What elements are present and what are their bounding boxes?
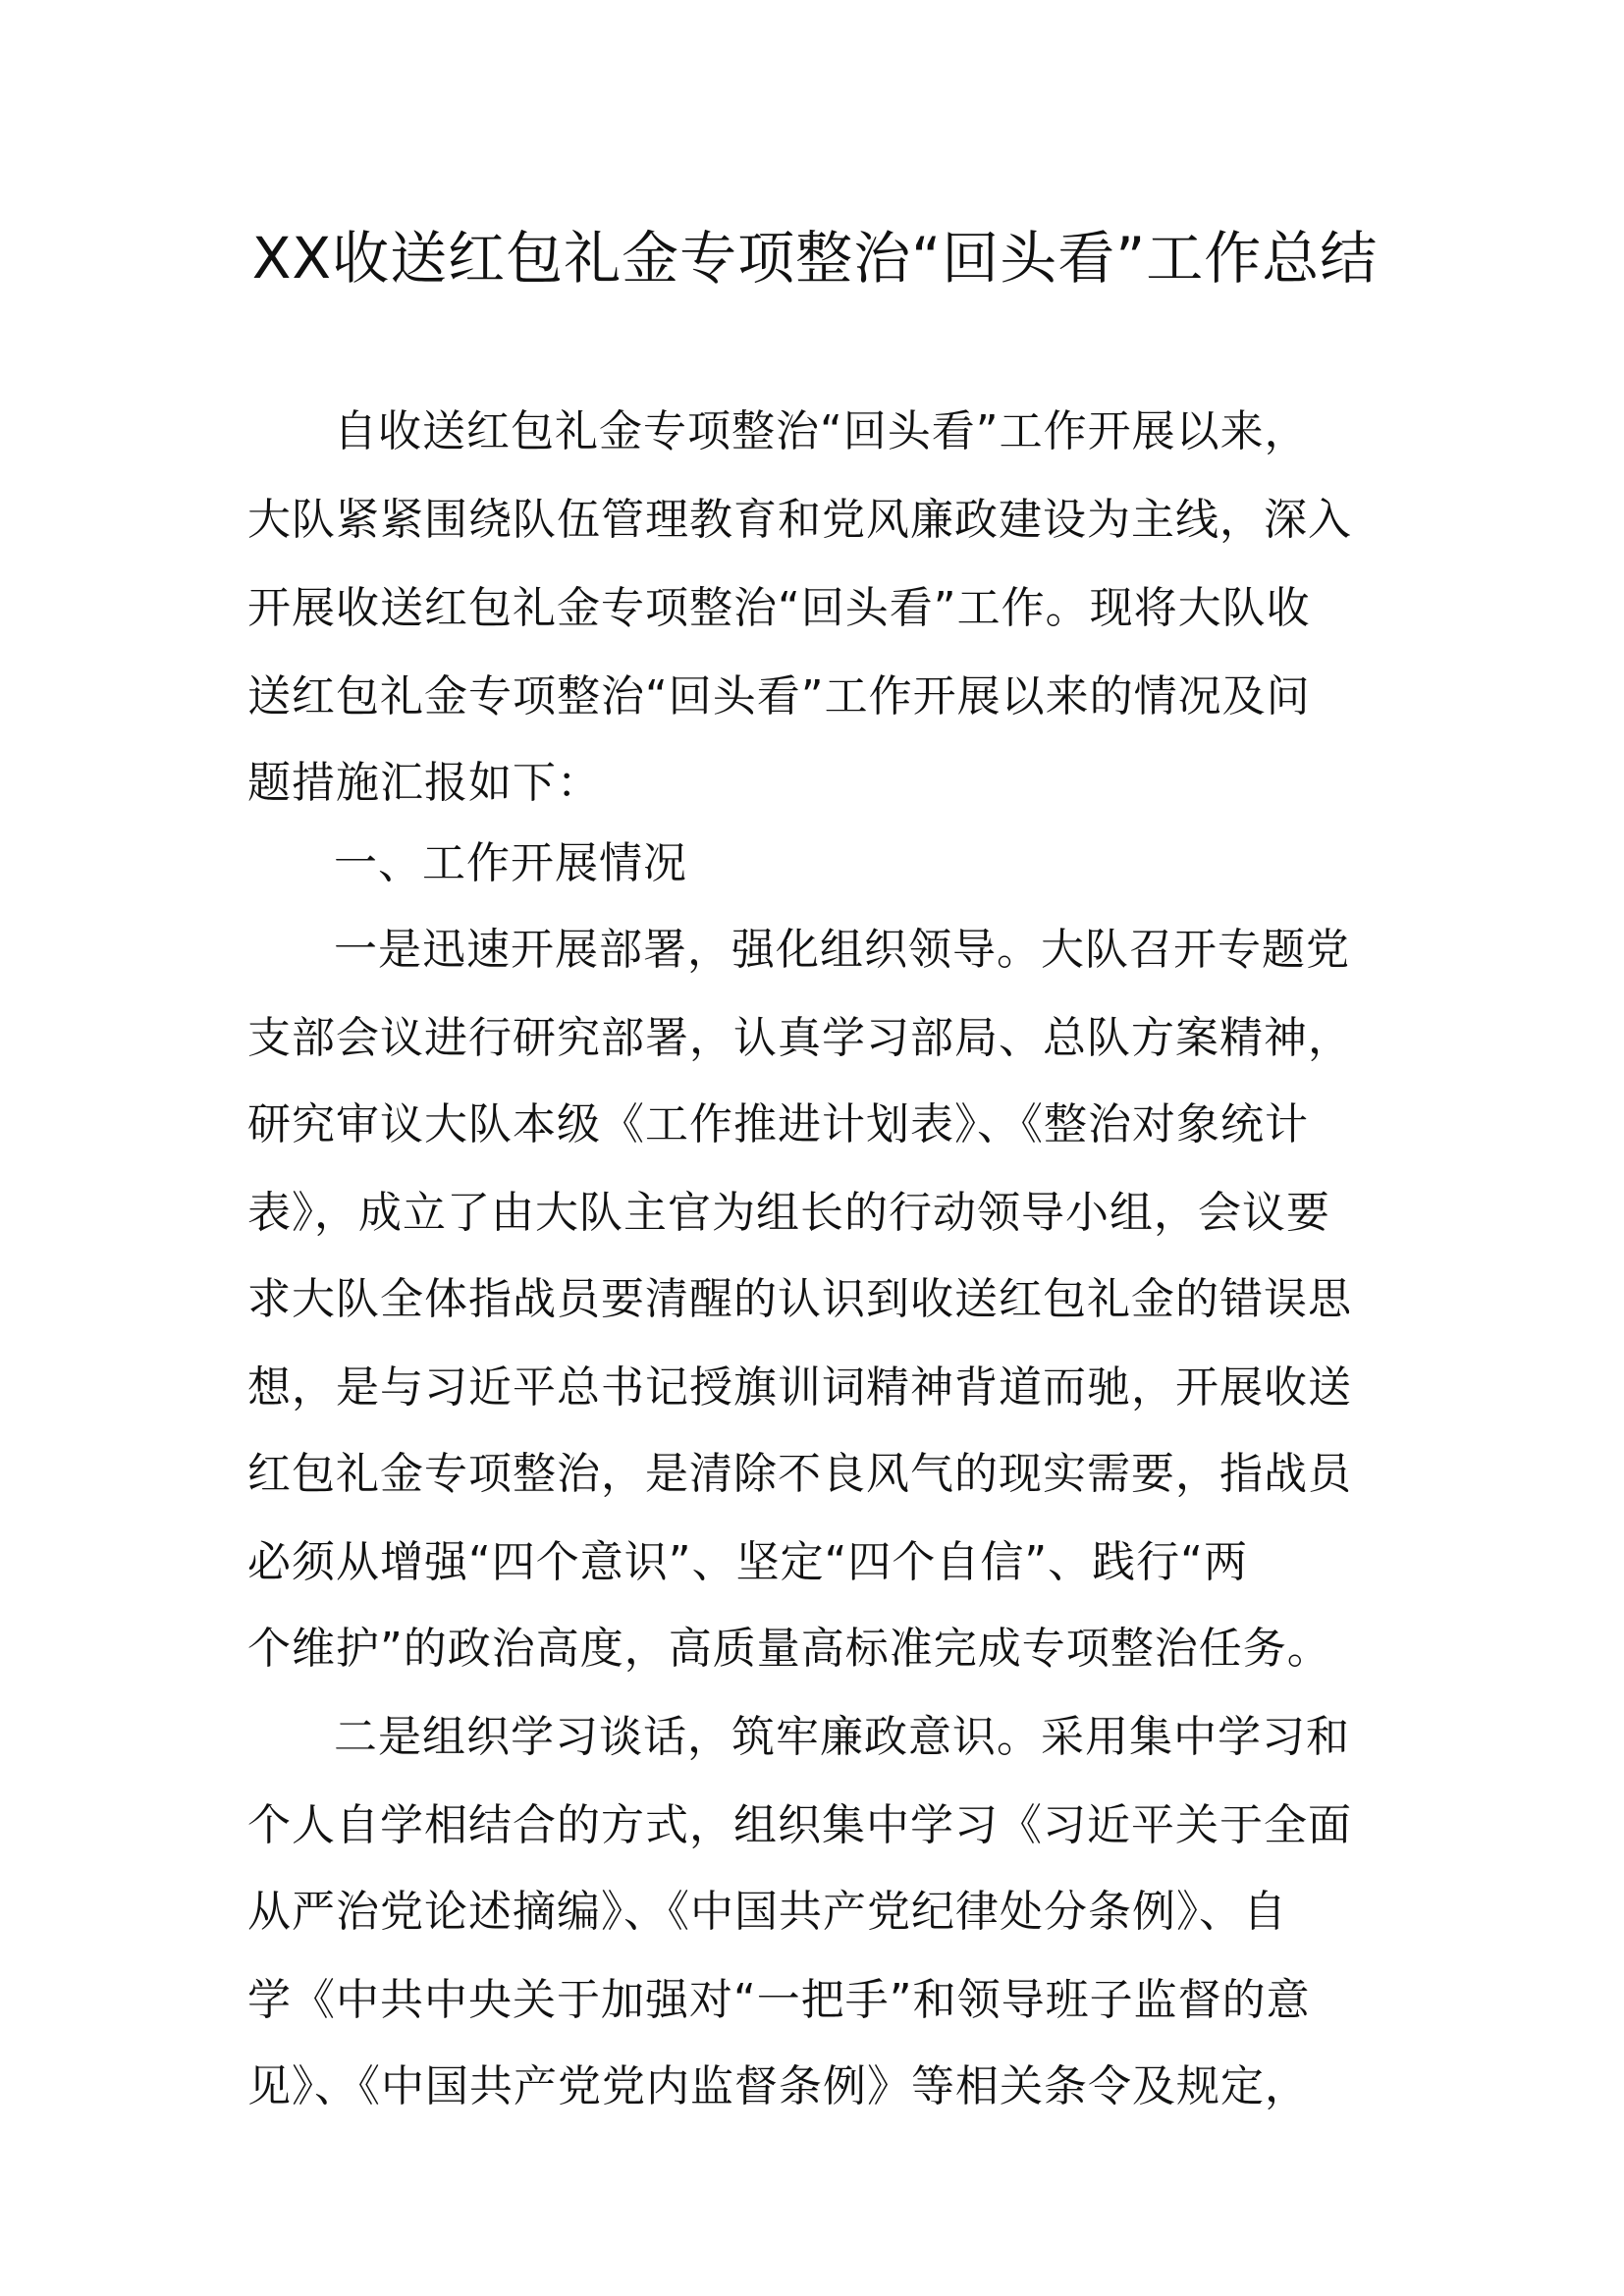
paragraph-2-line-2: 支部会议进行研究部署，认真学习部局、总队方案精神，	[247, 1013, 1352, 1063]
paragraph-2-line-8: 必须从增强“四个意识”、坚定“四个自信”、践行“两	[247, 1537, 1248, 1587]
paragraph-2-line-9: 个维护”的政治高度，高质量高标准完成专项整治任务。	[247, 1624, 1331, 1674]
paragraph-1-line-3: 开展收送红包礼金专项整治“回头看”工作。现将大队收	[247, 583, 1311, 633]
paragraph-3-line-3: 从严治党论述摘编》、《中国共产党纪律处分条例》、自	[247, 1887, 1287, 1937]
paragraph-2-line-7: 红包礼金专项整治，是清除不良风气的现实需要，指战员	[247, 1449, 1352, 1499]
document-title: XX收送红包礼金专项整治“回头看”工作总结	[251, 225, 1379, 292]
paragraph-2-line-4: 表》，成立了由大队主官为组长的行动领导小组，会议要	[247, 1188, 1330, 1238]
paragraph-1-line-4: 送红包礼金专项整治“回头看”工作开展以来的情况及问	[247, 671, 1311, 721]
section-heading: 一、工作开展情况	[334, 838, 687, 888]
paragraph-2-line-6: 想，是与习近平总书记授旗训词精神背道而驰，开展收送	[247, 1362, 1352, 1413]
paragraph-1-line-5: 题措施汇报如下：	[247, 758, 601, 808]
paragraph-3-line-2: 个人自学相结合的方式，组织集中学习《习近平关于全面	[247, 1800, 1352, 1850]
paragraph-1-line-2: 大队紧紧围绕队伍管理教育和党风廉政建设为主线，深入	[247, 495, 1352, 545]
paragraph-3-line-4: 学《中共中央关于加强对“一把手”和领导班子监督的意	[247, 1975, 1311, 2025]
paragraph-2-line-5: 求大队全体指战员要清醒的认识到收送红包礼金的错误思	[247, 1274, 1352, 1324]
paragraph-2-line-1: 一是迅速开展部署，强化组织领导。大队召开专题党	[334, 925, 1350, 975]
paragraph-3-line-1: 二是组织学习谈话，筑牢廉政意识。采用集中学习和	[334, 1712, 1350, 1762]
paragraph-3-line-5: 见》、《中国共产党党内监督条例》等相关条令及规定，	[247, 2061, 1309, 2111]
paragraph-1-line-1: 自收送红包礼金专项整治“回头看”工作开展以来，	[334, 406, 1309, 456]
paragraph-2-line-3: 研究审议大队本级《工作推进计划表》、《整治对象统计	[247, 1099, 1309, 1149]
